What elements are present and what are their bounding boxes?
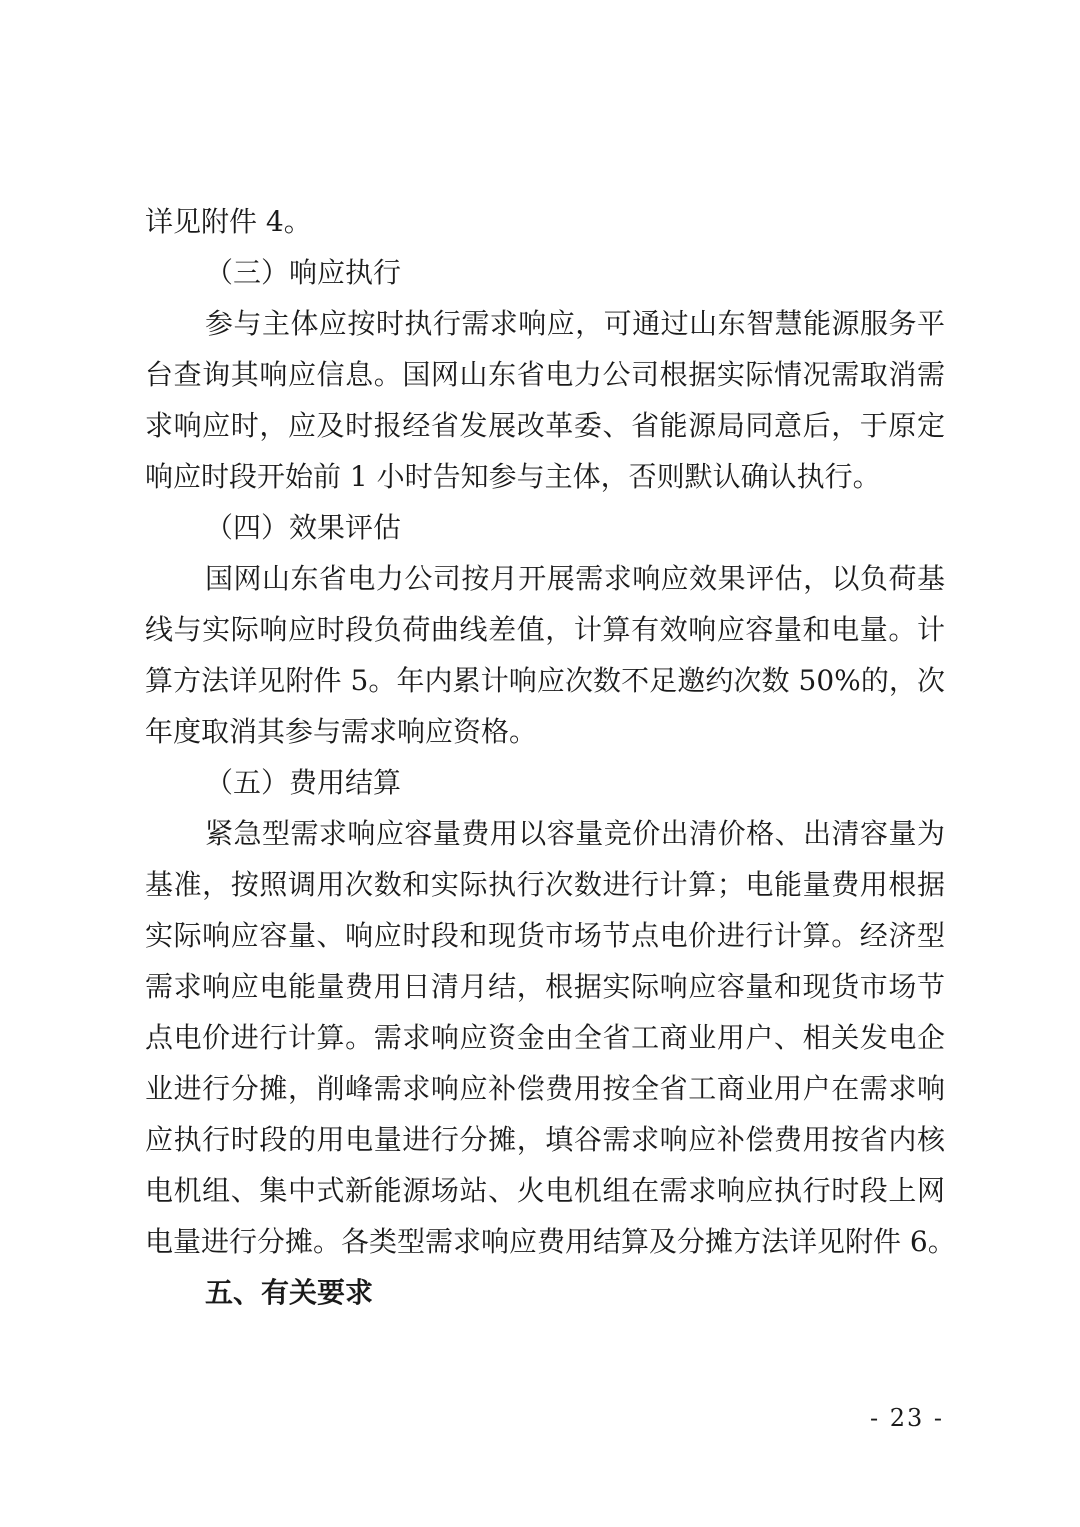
section-heading-effect-evaluation: （四）效果评估: [205, 511, 402, 544]
section-heading-fee-settlement: （五）费用结算: [205, 766, 402, 799]
paragraph-line: 国网山东省电力公司按月开展需求响应效果评估，以负荷基: [205, 562, 945, 595]
paragraph-line: 台查询其响应信息。国网山东省电力公司根据实际情况需取消需: [145, 358, 945, 391]
paragraph-line: 业进行分摊，削峰需求响应补偿费用按全省工商业用户在需求响: [145, 1072, 945, 1105]
paragraph-line: 点电价进行计算。需求响应资金由全省工商业用户、相关发电企: [145, 1021, 945, 1054]
paragraph-line: 响应时段开始前 1 小时告知参与主体，否则默认确认执行。: [145, 460, 881, 493]
paragraph-line: 应执行时段的用电量进行分摊，填谷需求响应补偿费用按省内核: [145, 1123, 945, 1156]
page-number: - 23 -: [870, 1404, 945, 1432]
paragraph-line: 需求响应电能量费用日清月结，根据实际响应容量和现货市场节: [145, 970, 945, 1003]
paragraph-line: 紧急型需求响应容量费用以容量竞价出清价格、出清容量为: [205, 817, 945, 850]
section-heading-response-execution: （三）响应执行: [205, 256, 402, 289]
paragraph-line: 电量进行分摊。各类型需求响应费用结算及分摊方法详见附件 6。: [145, 1225, 956, 1258]
paragraph-line: 电机组、集中式新能源场站、火电机组在需求响应执行时段上网: [145, 1174, 945, 1207]
body-text: [145, 196, 956, 1318]
paragraph-line: 参与主体应按时执行需求响应，可通过山东智慧能源服务平: [205, 307, 945, 340]
paragraph-line: 基准，按照调用次数和实际执行次数进行计算；电能量费用根据: [145, 868, 945, 901]
chapter-heading-requirements: 五、有关要求: [205, 1276, 374, 1309]
paragraph-line: 算方法详见附件 5。年内累计响应次数不足邀约次数 50%的，次: [145, 664, 945, 697]
paragraph-line: 求响应时，应及时报经省发展改革委、省能源局同意后，于原定: [145, 409, 945, 442]
paragraph-line: 详见附件 4。: [145, 205, 312, 238]
paragraph-line: 实际响应容量、响应时段和现货市场节点电价进行计算。经济型: [145, 919, 945, 952]
paragraph-line: 年度取消其参与需求响应资格。: [145, 715, 538, 748]
paragraph-line: 线与实际响应时段负荷曲线差值，计算有效响应容量和电量。计: [145, 613, 945, 646]
